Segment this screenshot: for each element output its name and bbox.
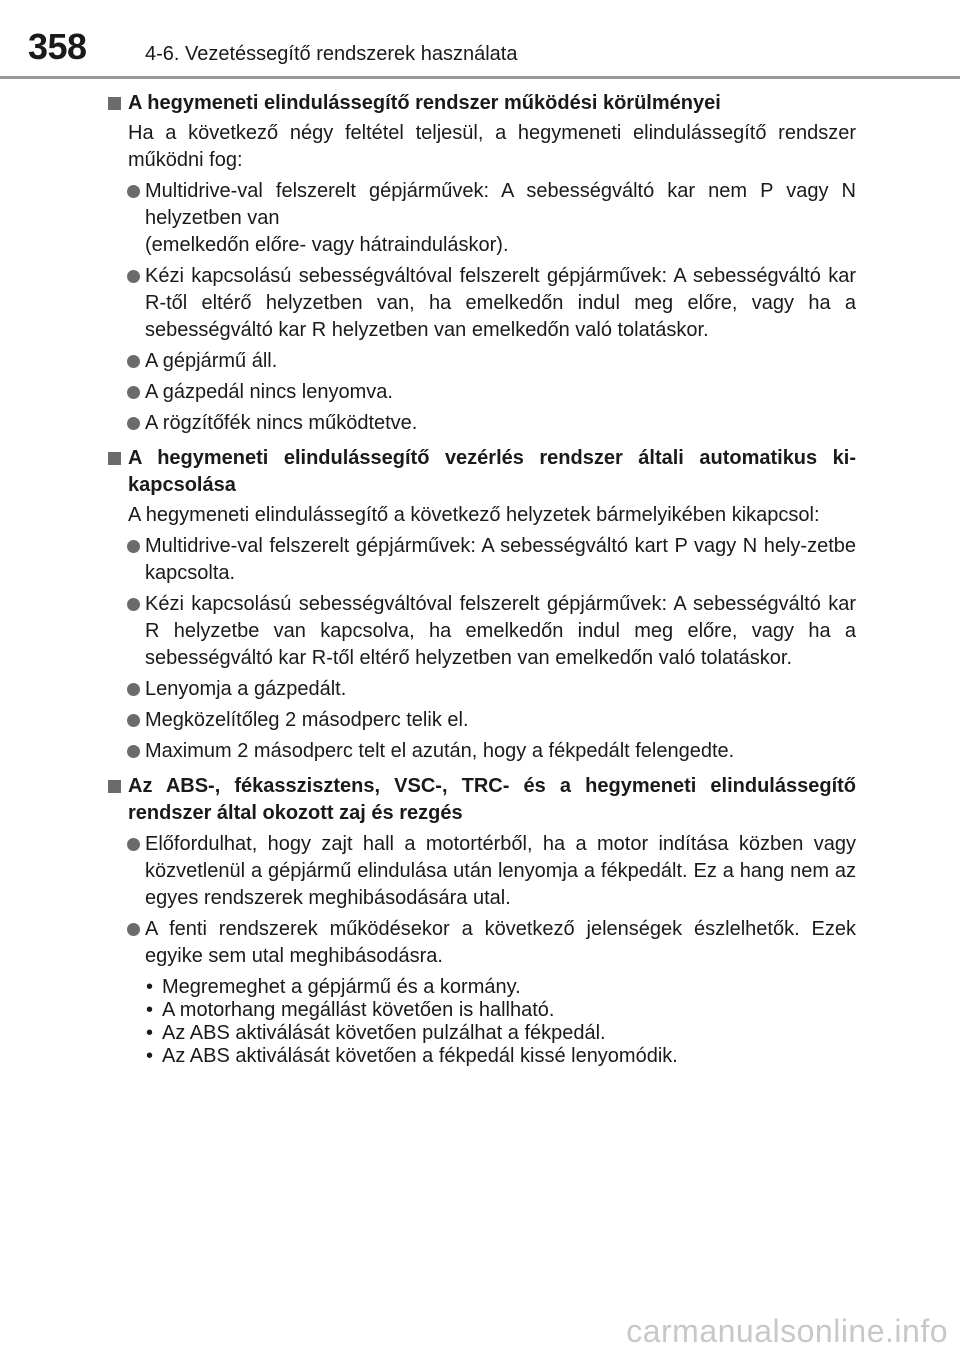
list-item bbox=[104, 263, 856, 344]
circle-bullet-icon bbox=[127, 540, 140, 553]
list-item-text: Lenyomja a gázpedált. bbox=[145, 678, 347, 700]
watermark: carmanualsonline.info bbox=[626, 1313, 948, 1349]
section-noise-vibration bbox=[104, 773, 856, 1068]
circle-bullet-icon bbox=[127, 270, 140, 283]
sub-list-item-text: Az ABS aktiválását követően pulzálhat a fékpedál. bbox=[162, 1022, 606, 1044]
list-item-text: A gázpedál nincs lenyomva. bbox=[145, 381, 393, 403]
circle-bullet-icon bbox=[127, 185, 140, 198]
page-number: 358 bbox=[28, 26, 87, 67]
page-content bbox=[104, 90, 856, 1076]
circle-bullet-icon bbox=[127, 417, 140, 430]
list-item-text: Multidrive-val felszerelt gépjárművek: A sebességváltó kar nem P vagy N helyzetben van (emelkedőn előre- vagy hátrainduláskor). bbox=[145, 180, 856, 256]
circle-bullet-icon bbox=[127, 598, 140, 611]
circle-bullet-icon bbox=[127, 838, 140, 851]
sub-list-item-text: A motorhang megállást követően is hallható. bbox=[162, 999, 555, 1021]
list-item bbox=[104, 410, 856, 437]
list-item-text: Multidrive-val felszerelt gépjárművek: A sebességváltó kart P vagy N hely-zetbe kapcsolta. bbox=[145, 535, 856, 584]
sub-list-item bbox=[104, 1022, 856, 1045]
sub-list-item-text: Megremeghet a gépjármű és a kormány. bbox=[162, 976, 521, 998]
sub-list-item bbox=[104, 1045, 856, 1068]
list-item bbox=[104, 533, 856, 587]
sub-list-item-text: Az ABS aktiválását követően a fékpedál kissé lenyomódik. bbox=[162, 1045, 678, 1067]
circle-bullet-icon bbox=[127, 714, 140, 727]
square-bullet-icon bbox=[108, 452, 121, 465]
section-title bbox=[104, 773, 856, 827]
list-item bbox=[104, 178, 856, 259]
list-item bbox=[104, 738, 856, 765]
circle-bullet-icon bbox=[127, 355, 140, 368]
section-intro: Ha a következő négy feltétel teljesül, a hegymeneti elindulássegítő rendszer működni fog: bbox=[128, 122, 856, 171]
square-bullet-icon bbox=[108, 97, 121, 110]
page-header bbox=[0, 0, 960, 80]
sub-list bbox=[104, 976, 856, 1068]
list-item bbox=[104, 676, 856, 703]
dot-bullet-icon: • bbox=[146, 1022, 154, 1044]
section-title-text: Az ABS-, fékasszisztens, VSC-, TRC- és a hegymeneti elindulássegítő rendszer által okozott zaj és rezgés bbox=[128, 775, 856, 824]
list-item-text: Kézi kapcsolású sebességváltóval felszerelt gépjárművek: A sebességváltó kar R helyzetbe van kapcsolva, ha emelkedőn indul meg előre, vagy ha a sebességváltó kar R-től eltérő helyzetben van emelkedőn való tolatáskor. bbox=[145, 593, 856, 669]
list-item bbox=[104, 379, 856, 406]
circle-bullet-icon bbox=[127, 923, 140, 936]
circle-bullet-icon bbox=[127, 683, 140, 696]
circle-bullet-icon bbox=[127, 745, 140, 758]
section-intro: A hegymeneti elindulássegítő a következő helyzetek bármelyikében kikapcsol: bbox=[128, 504, 820, 526]
list-item bbox=[104, 707, 856, 734]
section-automatic-cancel bbox=[104, 445, 856, 765]
list-item-text: A gépjármű áll. bbox=[145, 350, 278, 372]
dot-bullet-icon: • bbox=[146, 999, 154, 1021]
header-divider bbox=[0, 76, 960, 79]
list-item bbox=[104, 348, 856, 375]
sub-list-item bbox=[104, 999, 856, 1022]
section-title bbox=[104, 445, 856, 499]
list-item-text: A fenti rendszerek működésekor a következő jelenségek észlelhetők. Ezek egyike sem utal meghibásodásra. bbox=[145, 918, 856, 967]
square-bullet-icon bbox=[108, 780, 121, 793]
circle-bullet-icon bbox=[127, 386, 140, 399]
list-item-text: Maximum 2 másodperc telt el azután, hogy a fékpedált felengedte. bbox=[145, 740, 735, 762]
list-item bbox=[104, 831, 856, 912]
list-item-text: Megközelítőleg 2 másodperc telik el. bbox=[145, 709, 469, 731]
list-item bbox=[104, 916, 856, 970]
chapter-title: 4-6. Vezetéssegítő rendszerek használata bbox=[145, 43, 518, 65]
list-item-text: Előfordulhat, hogy zajt hall a motortérből, ha a motor indítása közben vagy közvetlenül a gépjármű elindulása után lenyomja a fékpedált. Ez a hang nem az egyes rendszerek meghibásodására utal. bbox=[145, 833, 856, 909]
dot-bullet-icon: • bbox=[146, 976, 154, 998]
list-item bbox=[104, 591, 856, 672]
sub-list-item bbox=[104, 976, 856, 999]
list-item-text: Kézi kapcsolású sebességváltóval felszerelt gépjárművek: A sebességváltó kar R-től eltérő helyzetben van, ha emelkedőn indul meg előre, vagy ha a sebességváltó kar R helyzetben van emelkedőn való tolatáskor. bbox=[145, 265, 856, 341]
dot-bullet-icon: • bbox=[146, 1045, 154, 1067]
list-item-text: A rögzítőfék nincs működtetve. bbox=[145, 412, 418, 434]
section-title bbox=[104, 90, 856, 117]
section-title-text: A hegymeneti elindulássegítő vezérlés rendszer általi automatikus ki-kapcsolása bbox=[128, 447, 856, 496]
section-title-text: A hegymeneti elindulássegítő rendszer működési körülményei bbox=[128, 92, 721, 114]
section-operating-conditions bbox=[104, 90, 856, 437]
